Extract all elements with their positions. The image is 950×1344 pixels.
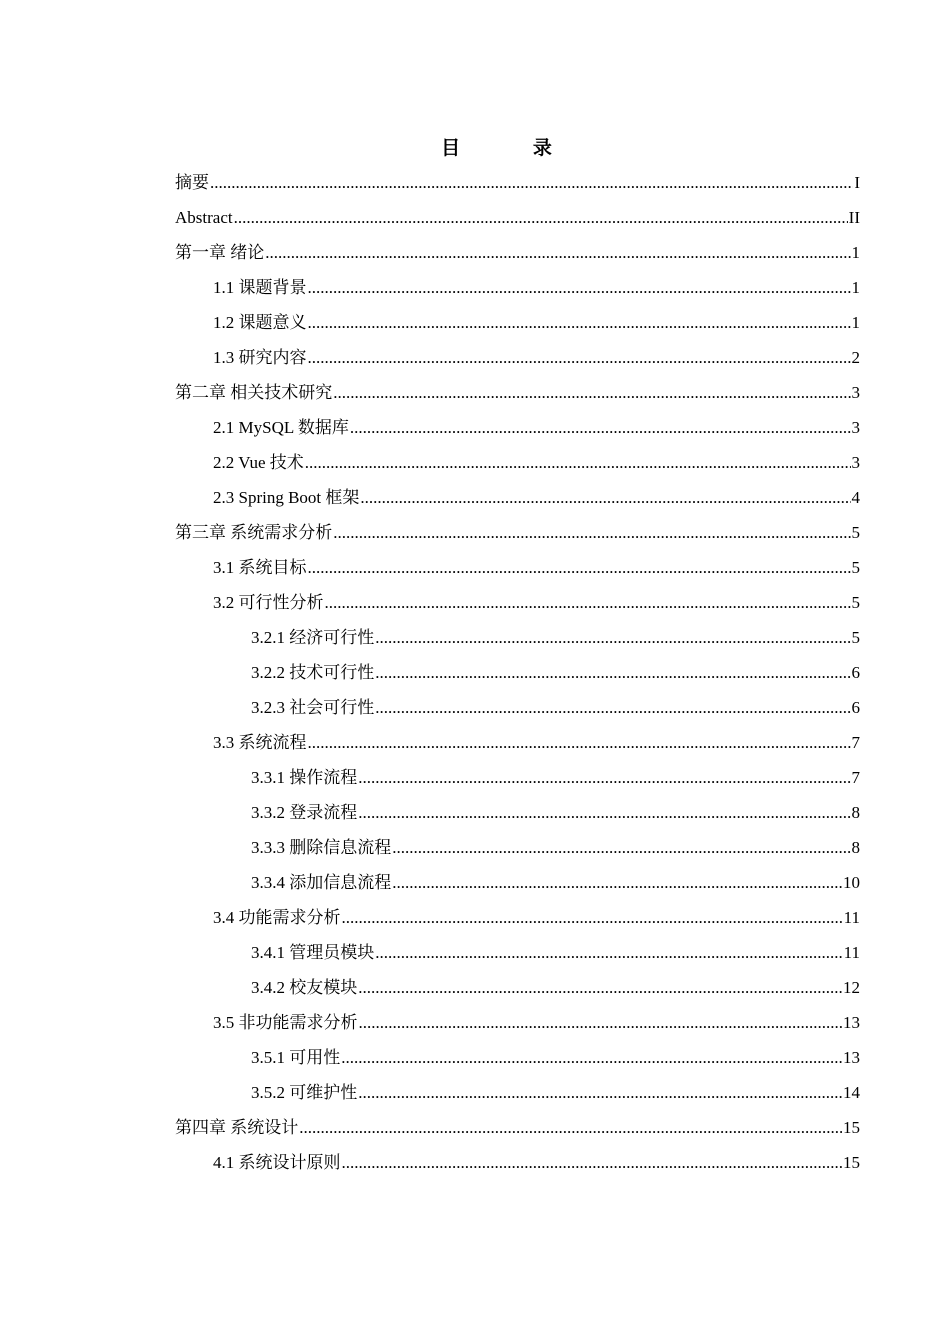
toc-entry[interactable] [175, 760, 860, 795]
toc-entry-title: 3.4.2 校友模块 [251, 978, 358, 997]
toc-dot-leader [360, 480, 850, 515]
toc-dot-leader [308, 550, 851, 585]
toc-entry-title: 3.2.3 社会可行性 [251, 698, 375, 717]
toc-dot-leader [210, 165, 853, 200]
toc-entry-title: 2.3 Spring Boot 框架 [213, 488, 360, 507]
toc-entry[interactable] [175, 865, 860, 900]
toc-entry[interactable] [175, 900, 860, 935]
toc-entry[interactable] [175, 165, 860, 200]
toc-entry[interactable] [175, 1075, 860, 1110]
toc-entry[interactable] [175, 410, 860, 445]
toc-entry[interactable] [175, 550, 860, 585]
toc-entry-title: 第二章 相关技术研究 [175, 383, 333, 402]
toc-entry[interactable] [175, 970, 860, 1005]
toc-entry-page-number: 4 [851, 488, 860, 507]
toc-entry-page-number: 6 [851, 698, 860, 717]
toc-dot-leader [333, 515, 850, 550]
toc-entry[interactable] [175, 480, 860, 515]
toc-dot-leader [308, 725, 851, 760]
toc-entry-page-number: 3 [851, 383, 860, 402]
toc-entry-title: 3.3.3 删除信息流程 [251, 838, 392, 857]
toc-dot-leader [265, 235, 850, 270]
toc-entry-title: 3.2.1 经济可行性 [251, 628, 375, 647]
toc-dot-leader [350, 410, 851, 445]
toc-entry-page-number: II [848, 208, 860, 227]
toc-dot-leader [333, 375, 850, 410]
toc-dot-leader [342, 1145, 843, 1180]
toc-dot-leader [305, 445, 851, 480]
toc-dot-leader [392, 865, 842, 900]
toc-entry-title: 3.3.2 登录流程 [251, 803, 358, 822]
toc-entry-page-number: 11 [843, 908, 860, 927]
toc-entry-page-number: 5 [851, 523, 860, 542]
toc-entry-title: 3.3.4 添加信息流程 [251, 873, 392, 892]
toc-entry[interactable] [175, 515, 860, 550]
toc-entry[interactable] [175, 200, 860, 235]
toc-entry[interactable] [175, 935, 860, 970]
toc-entry-title: 1.2 课题意义 [213, 313, 307, 332]
toc-entry[interactable] [175, 585, 860, 620]
toc-entry-page-number: 14 [843, 1083, 860, 1102]
toc-entry[interactable] [175, 1040, 860, 1075]
toc-entry-page-number: 5 [851, 593, 860, 612]
toc-entry[interactable] [175, 795, 860, 830]
toc-entry-page-number: 12 [843, 978, 860, 997]
toc-dot-leader [358, 970, 842, 1005]
toc-dot-leader [358, 760, 850, 795]
toc-dot-leader [358, 1075, 842, 1110]
toc-entry[interactable] [175, 620, 860, 655]
toc-entry-page-number: 3 [851, 453, 860, 472]
toc-entry-page-number: 10 [843, 873, 860, 892]
toc-entry-title: 2.2 Vue 技术 [213, 453, 304, 472]
toc-dot-leader [375, 620, 850, 655]
toc-entry-title: 第四章 系统设计 [175, 1118, 299, 1137]
toc-entry-title: 3.3 系统流程 [213, 733, 307, 752]
toc-entry-title: Abstract [175, 208, 233, 227]
toc-entry-page-number: 8 [851, 838, 860, 857]
toc-entry[interactable] [175, 235, 860, 270]
toc-entry-page-number: 15 [843, 1153, 860, 1172]
toc-dot-leader [375, 655, 850, 690]
toc-entry-title: 3.5 非功能需求分析 [213, 1013, 358, 1032]
toc-entry-title: 3.5.1 可用性 [251, 1048, 341, 1067]
toc-entry[interactable] [175, 830, 860, 865]
toc-entry[interactable] [175, 1145, 860, 1180]
toc-entry-page-number: 1 [851, 243, 860, 262]
toc-entry-page-number: 13 [843, 1048, 860, 1067]
toc-entry-page-number: 15 [843, 1118, 860, 1137]
toc-entry-page-number: 6 [851, 663, 860, 682]
toc-title: 目 录 [441, 138, 586, 159]
toc-entry[interactable] [175, 270, 860, 305]
toc-entry-title: 3.1 系统目标 [213, 558, 307, 577]
toc-entry-page-number: 7 [851, 768, 860, 787]
toc-entry-page-number: 7 [851, 733, 860, 752]
toc-dot-leader [358, 795, 850, 830]
toc-entry[interactable] [175, 305, 860, 340]
toc-entry-page-number: 2 [851, 348, 860, 367]
toc-entry-page-number: 5 [851, 628, 860, 647]
toc-dot-leader [308, 270, 851, 305]
toc-dot-leader [359, 1005, 843, 1040]
toc-entry-title: 3.2.2 技术可行性 [251, 663, 375, 682]
toc-entry-title: 3.5.2 可维护性 [251, 1083, 358, 1102]
toc-entry-title: 1.1 课题背景 [213, 278, 307, 297]
toc-dot-leader [308, 340, 851, 375]
toc-entry-title: 3.4.1 管理员模块 [251, 943, 375, 962]
toc-entry-page-number: 13 [843, 1013, 860, 1032]
toc-dot-leader [342, 900, 843, 935]
toc-entry[interactable] [175, 1110, 860, 1145]
toc-dot-leader [308, 305, 851, 340]
toc-dot-leader [375, 935, 842, 970]
toc-dot-leader [341, 1040, 842, 1075]
toc-entry-page-number: 3 [851, 418, 860, 437]
toc-entry[interactable] [175, 1005, 860, 1040]
toc-dot-leader [325, 585, 851, 620]
toc-entry-title: 3.2 可行性分析 [213, 593, 324, 612]
toc-entry-page-number: 5 [851, 558, 860, 577]
toc-entry-title: 4.1 系统设计原则 [213, 1153, 341, 1172]
toc-entry[interactable] [175, 725, 860, 760]
toc-entry-title: 3.3.1 操作流程 [251, 768, 358, 787]
toc-entry-title: 第三章 系统需求分析 [175, 523, 333, 542]
toc-entry-page-number: 8 [851, 803, 860, 822]
toc-entry-page-number: 1 [851, 278, 860, 297]
toc-entry-page-number: 1 [851, 313, 860, 332]
toc-entry[interactable] [175, 375, 860, 410]
toc-dot-leader [392, 830, 850, 865]
toc-entry[interactable] [175, 340, 860, 375]
toc-list [175, 165, 860, 1180]
toc-entry-title: 1.3 研究内容 [213, 348, 307, 367]
toc-entry-title: 摘要 [175, 173, 209, 192]
toc-entry-page-number: 11 [843, 943, 860, 962]
toc-entry-title: 2.1 MySQL 数据库 [213, 418, 349, 437]
toc-entry[interactable] [175, 655, 860, 690]
toc-dot-leader [375, 690, 850, 725]
toc-entry[interactable] [175, 690, 860, 725]
toc-entry-title: 3.4 功能需求分析 [213, 908, 341, 927]
toc-entry-page-number: I [854, 173, 860, 192]
toc-entry[interactable] [175, 445, 860, 480]
toc-dot-leader [299, 1110, 842, 1145]
toc-entry-title: 第一章 绪论 [175, 243, 265, 262]
toc-dot-leader [234, 200, 848, 235]
